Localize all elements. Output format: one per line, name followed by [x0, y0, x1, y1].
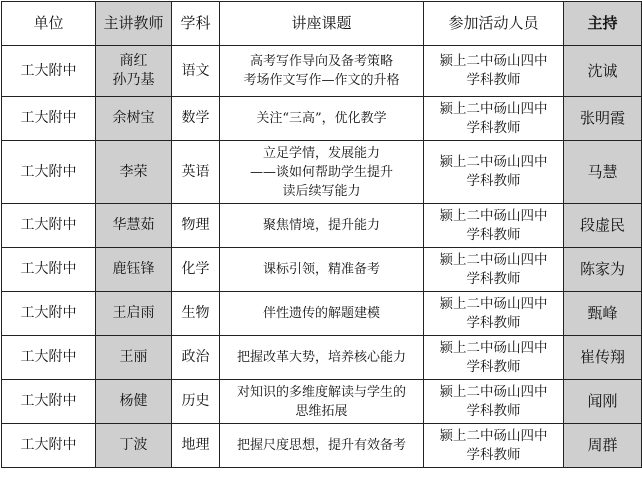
lecture-schedule-table	[1, 1, 642, 468]
audience-cell	[424, 380, 564, 424]
subject-cell: 生物	[172, 292, 220, 336]
teacher-name: 杨健	[119, 393, 148, 409]
topic-cell	[220, 424, 424, 468]
subject-cell: 数学	[172, 97, 220, 141]
teacher-name: 余树宝	[112, 110, 155, 126]
audience-line: 颍上二中砀山四中	[439, 339, 548, 356]
table-row	[2, 141, 642, 204]
audience-line: 颍上二中砀山四中	[439, 207, 548, 224]
host-cell: 甄峰	[564, 292, 642, 336]
table-row	[2, 292, 642, 336]
unit-cell: 工大附中	[2, 46, 96, 97]
host-cell: 崔传翔	[564, 336, 642, 380]
audience-cell	[424, 204, 564, 248]
unit-cell: 工大附中	[2, 380, 96, 424]
header-audience: 参加活动人员	[424, 2, 564, 46]
topic-cell	[220, 292, 424, 336]
audience-line: 颍上二中砀山四中	[439, 383, 548, 400]
audience-line: 颍上二中砀山四中	[439, 154, 548, 170]
header-subject: 学科	[172, 2, 220, 46]
teacher-name: 王启雨	[112, 305, 155, 321]
host-cell: 闻刚	[564, 380, 642, 424]
teacher-cell	[96, 141, 172, 204]
topic-line: 思维拓展	[295, 403, 348, 419]
table-row	[2, 336, 642, 380]
audience-cell	[424, 292, 564, 336]
audience-line: 学科教师	[466, 72, 521, 88]
topic-line: 高考写作导向及备考策略	[249, 54, 393, 69]
audience-line: 学科教师	[466, 314, 521, 331]
audience-cell	[424, 248, 564, 292]
audience-line: 学科教师	[466, 358, 521, 375]
unit-cell: 工大附中	[2, 97, 96, 141]
audience-cell	[424, 46, 564, 97]
audience-line: 学科教师	[466, 270, 521, 287]
topic-cell	[220, 46, 424, 97]
subject-cell: 物理	[172, 204, 220, 248]
audience-line: 颍上二中砀山四中	[439, 295, 548, 312]
topic-line: 课标引领，精准备考	[262, 262, 380, 277]
subject-cell: 化学	[172, 248, 220, 292]
audience-cell	[424, 336, 564, 380]
topic-cell	[220, 380, 424, 424]
header-host: 主持	[564, 2, 642, 46]
teacher-name: 鹿钰锋	[112, 261, 155, 277]
header-topic: 讲座课题	[220, 2, 424, 46]
teacher-cell	[96, 204, 172, 248]
host-cell: 陈家为	[564, 248, 642, 292]
unit-cell: 工大附中	[2, 424, 96, 468]
subject-cell: 语文	[172, 46, 220, 97]
topic-cell	[220, 97, 424, 141]
table-row	[2, 380, 642, 424]
topic-line: 把握尺度思想，提升有效备考	[236, 438, 406, 453]
table-row	[2, 424, 642, 468]
header-unit: 单位	[2, 2, 96, 46]
topic-line: 把握改革大势，培养核心能力	[236, 350, 406, 365]
subject-cell: 地理	[172, 424, 220, 468]
host-cell: 马慧	[564, 141, 642, 204]
teacher-name: 李荣	[119, 163, 148, 180]
topic-cell	[220, 204, 424, 248]
audience-line: 颍上二中砀山四中	[439, 100, 548, 117]
topic-line: 考场作文写作—作文的升格	[243, 73, 400, 88]
teacher-name: 商红	[119, 53, 148, 69]
unit-cell: 工大附中	[2, 248, 96, 292]
unit-cell: 工大附中	[2, 204, 96, 248]
teacher-name: 孙乃基	[112, 72, 155, 88]
audience-line: 学科教师	[466, 119, 521, 136]
audience-line: 学科教师	[466, 173, 521, 189]
teacher-cell	[96, 292, 172, 336]
unit-cell: 工大附中	[2, 336, 96, 380]
table-row	[2, 248, 642, 292]
topic-line: 伴性遗传的解题建模	[262, 306, 380, 321]
table-row	[2, 97, 642, 141]
audience-cell	[424, 97, 564, 141]
host-cell: 段虚民	[564, 204, 642, 248]
unit-cell: 工大附中	[2, 292, 96, 336]
host-cell: 周群	[564, 424, 642, 468]
audience-cell	[424, 141, 564, 204]
topic-cell	[220, 248, 424, 292]
topic-line: 立足学情，发展能力	[262, 145, 380, 161]
topic-line: 对知识的多维度解读与学生的	[236, 384, 406, 400]
teacher-cell	[96, 380, 172, 424]
topic-line: 读后续写能力	[282, 183, 361, 199]
teacher-name: 王丽	[119, 349, 148, 365]
teacher-name: 华慧茹	[112, 217, 155, 233]
teacher-name: 丁波	[119, 437, 148, 453]
audience-line: 颍上二中砀山四中	[439, 53, 548, 69]
header-teacher: 主讲教师	[96, 2, 172, 46]
audience-line: 学科教师	[466, 446, 521, 463]
topic-cell	[220, 336, 424, 380]
schedule-body	[2, 46, 642, 468]
audience-line: 颍上二中砀山四中	[439, 427, 548, 444]
host-cell: 沈诚	[564, 46, 642, 97]
topic-cell	[220, 141, 424, 204]
teacher-cell	[96, 97, 172, 141]
table-row	[2, 204, 642, 248]
teacher-cell	[96, 424, 172, 468]
teacher-cell	[96, 248, 172, 292]
audience-line: 颍上二中砀山四中	[439, 251, 548, 268]
teacher-cell	[96, 46, 172, 97]
audience-line: 学科教师	[466, 226, 521, 243]
audience-line: 学科教师	[466, 402, 521, 419]
audience-cell	[424, 424, 564, 468]
topic-line: 聚焦情境，提升能力	[262, 218, 380, 233]
teacher-cell	[96, 336, 172, 380]
subject-cell: 政治	[172, 336, 220, 380]
subject-cell: 英语	[172, 141, 220, 204]
header-row	[2, 2, 642, 46]
unit-cell: 工大附中	[2, 141, 96, 204]
topic-line: 关注“三高”，优化教学	[256, 111, 387, 126]
table-row	[2, 46, 642, 97]
topic-line: ——谈如何帮助学生提升	[249, 164, 393, 180]
host-cell: 张明霞	[564, 97, 642, 141]
subject-cell: 历史	[172, 380, 220, 424]
